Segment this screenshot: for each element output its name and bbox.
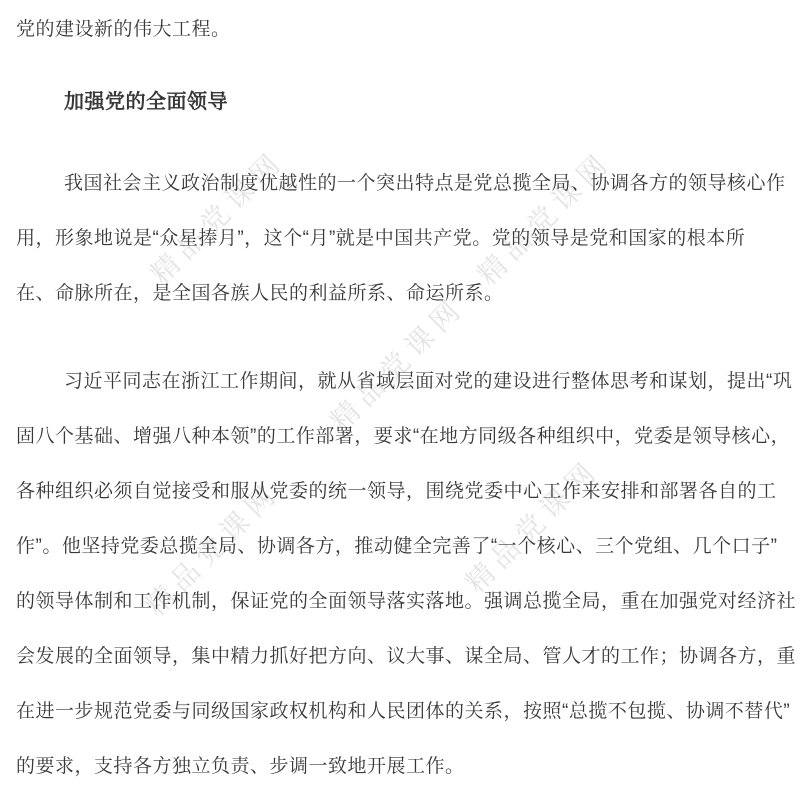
- section-heading: 加强党的全面领导: [64, 91, 228, 113]
- watermark-text: 精品党课网: [144, 144, 291, 290]
- paragraph2-line: 作”。他坚持党委总揽全局、协调各方，推动健全完善了“一个核心、三个党组、几个口子”: [16, 536, 778, 557]
- paragraph2-line: 固八个基础、增强八种本领”的工作部署，要求“在地方同级各种组织中，党委是领导核心，: [16, 426, 791, 447]
- paragraph2-line: 各种组织必须自觉接受和服从党委的统一领导，围绕党委中心工作来安排和部署各自的工: [16, 481, 777, 502]
- paragraph2-line: 的领导体制和工作机制，保证党的全面领导落实落地。强调总揽全局，重在加强党对经济社: [16, 591, 797, 612]
- paragraph2-line: 的要求，支持各方独立负责、步调一致地开展工作。: [16, 756, 465, 777]
- paragraph2-line: 习近平同志在浙江工作期间，就从省域层面对党的建设进行整体思考和谋划，提出“巩: [64, 371, 793, 392]
- paragraph2-line: 会发展的全面领导，集中精力抓好把方向、议大事、谋全局、管人才的工作；协调各方，重: [16, 646, 797, 667]
- paragraph2-line: 在进一步规范党委与同级国家政权机构和人民团体的关系，按照“总揽不包揽、协调不替代”: [16, 701, 791, 722]
- watermark-text: 精品党课网: [471, 145, 618, 291]
- watermark-text: 精品党课网: [324, 291, 471, 437]
- paragraph1-line: 在、命脉所在，是全国各族人民的利益所系、命运所系。: [16, 283, 504, 304]
- watermark-text: 精品党课网: [459, 453, 606, 599]
- paragraph1-line: 我国社会主义政治制度优越性的一个突出特点是党总揽全局、协调各方的领导核心作: [64, 173, 786, 194]
- watermark-text: 精品党课网: [139, 476, 286, 622]
- intro-line: 党的建设新的伟大工程。: [16, 19, 231, 40]
- paragraph1-line: 用，形象地说是“众星捧月”，这个“月”就是中国共产党。党的领导是党和国家的根本所: [16, 228, 746, 249]
